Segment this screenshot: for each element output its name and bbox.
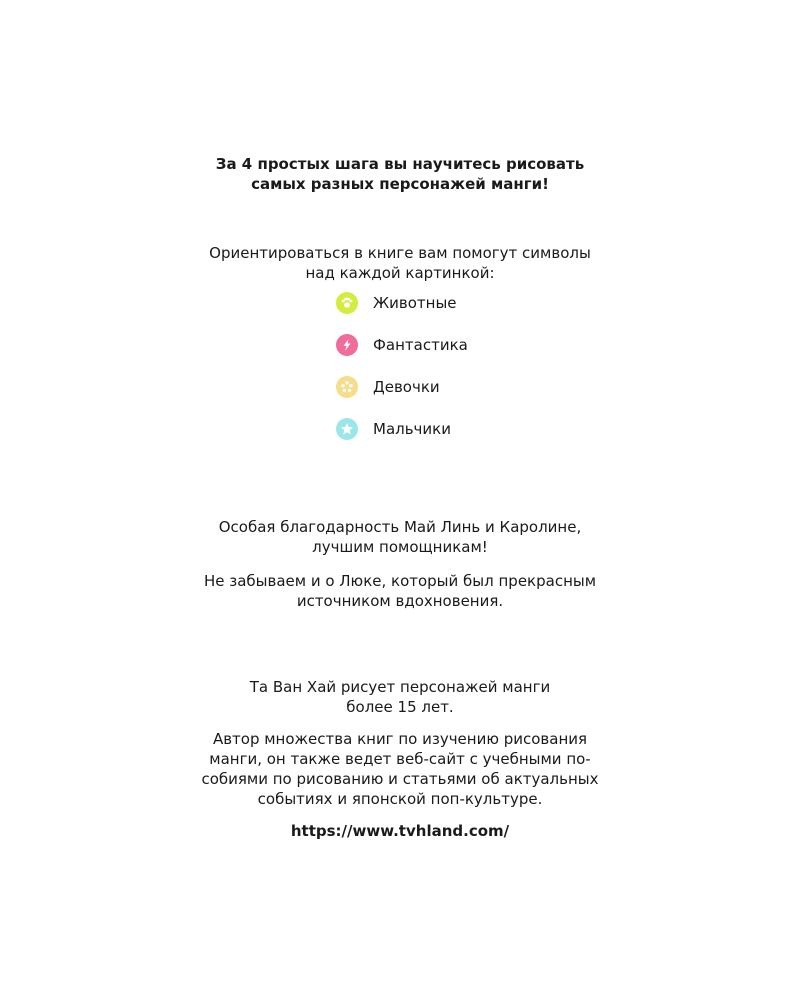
author-line-1: Та Ван Хай рисует персонажей манги bbox=[249, 678, 551, 696]
author-line-2: более 15 лет. bbox=[346, 698, 454, 716]
thanks-block bbox=[0, 517, 800, 557]
intro-heading bbox=[0, 154, 800, 194]
legend-item-fantasy bbox=[336, 333, 468, 357]
intro-line-1: За 4 простых шага вы научитесь рисовать bbox=[215, 155, 585, 173]
author-line-3: Автор множества книг по изучению рисования bbox=[212, 730, 588, 748]
author-intro bbox=[0, 677, 800, 717]
symbols-intro-line-2: над каждой картинкой: bbox=[305, 264, 495, 282]
flower-icon bbox=[336, 376, 358, 398]
thanks-line-4: источником вдохновения. bbox=[296, 592, 504, 610]
legend-label-boys: Мальчики bbox=[373, 420, 451, 438]
author-line-6: событиях и японской поп-культуре. bbox=[257, 790, 543, 808]
legend-item-girls bbox=[336, 375, 440, 399]
legend-item-boys bbox=[336, 417, 451, 441]
author-line-5: собиями по рисованию и статьями об актуальных bbox=[201, 770, 599, 788]
legend-label-girls: Девочки bbox=[373, 378, 440, 396]
thanks-line-1: Особая благодарность Май Линь и Каролине, bbox=[218, 518, 582, 536]
legend-label-fantasy: Фантастика bbox=[373, 336, 468, 354]
star-icon bbox=[336, 418, 358, 440]
author-line-4: манги, он также ведет веб-сайт с учебными по- bbox=[209, 750, 591, 768]
lightning-icon bbox=[336, 334, 358, 356]
thanks-line-3: Не забываем и о Люке, который был прекрасным bbox=[203, 572, 597, 590]
symbols-intro-line-1: Ориентироваться в книге вам помогут символы bbox=[209, 244, 591, 262]
legend-label-animals: Животные bbox=[373, 294, 457, 312]
symbols-intro bbox=[0, 243, 800, 283]
author-website-link[interactable]: https://www.tvhland.com/ bbox=[290, 822, 510, 840]
author-bio bbox=[0, 729, 800, 809]
paw-icon bbox=[336, 292, 358, 314]
thanks-luke-block bbox=[0, 571, 800, 611]
legend-item-animals bbox=[336, 291, 457, 315]
intro-line-2: самых разных персонажей манги! bbox=[251, 175, 549, 193]
thanks-line-2: лучшим помощникам! bbox=[312, 538, 488, 556]
